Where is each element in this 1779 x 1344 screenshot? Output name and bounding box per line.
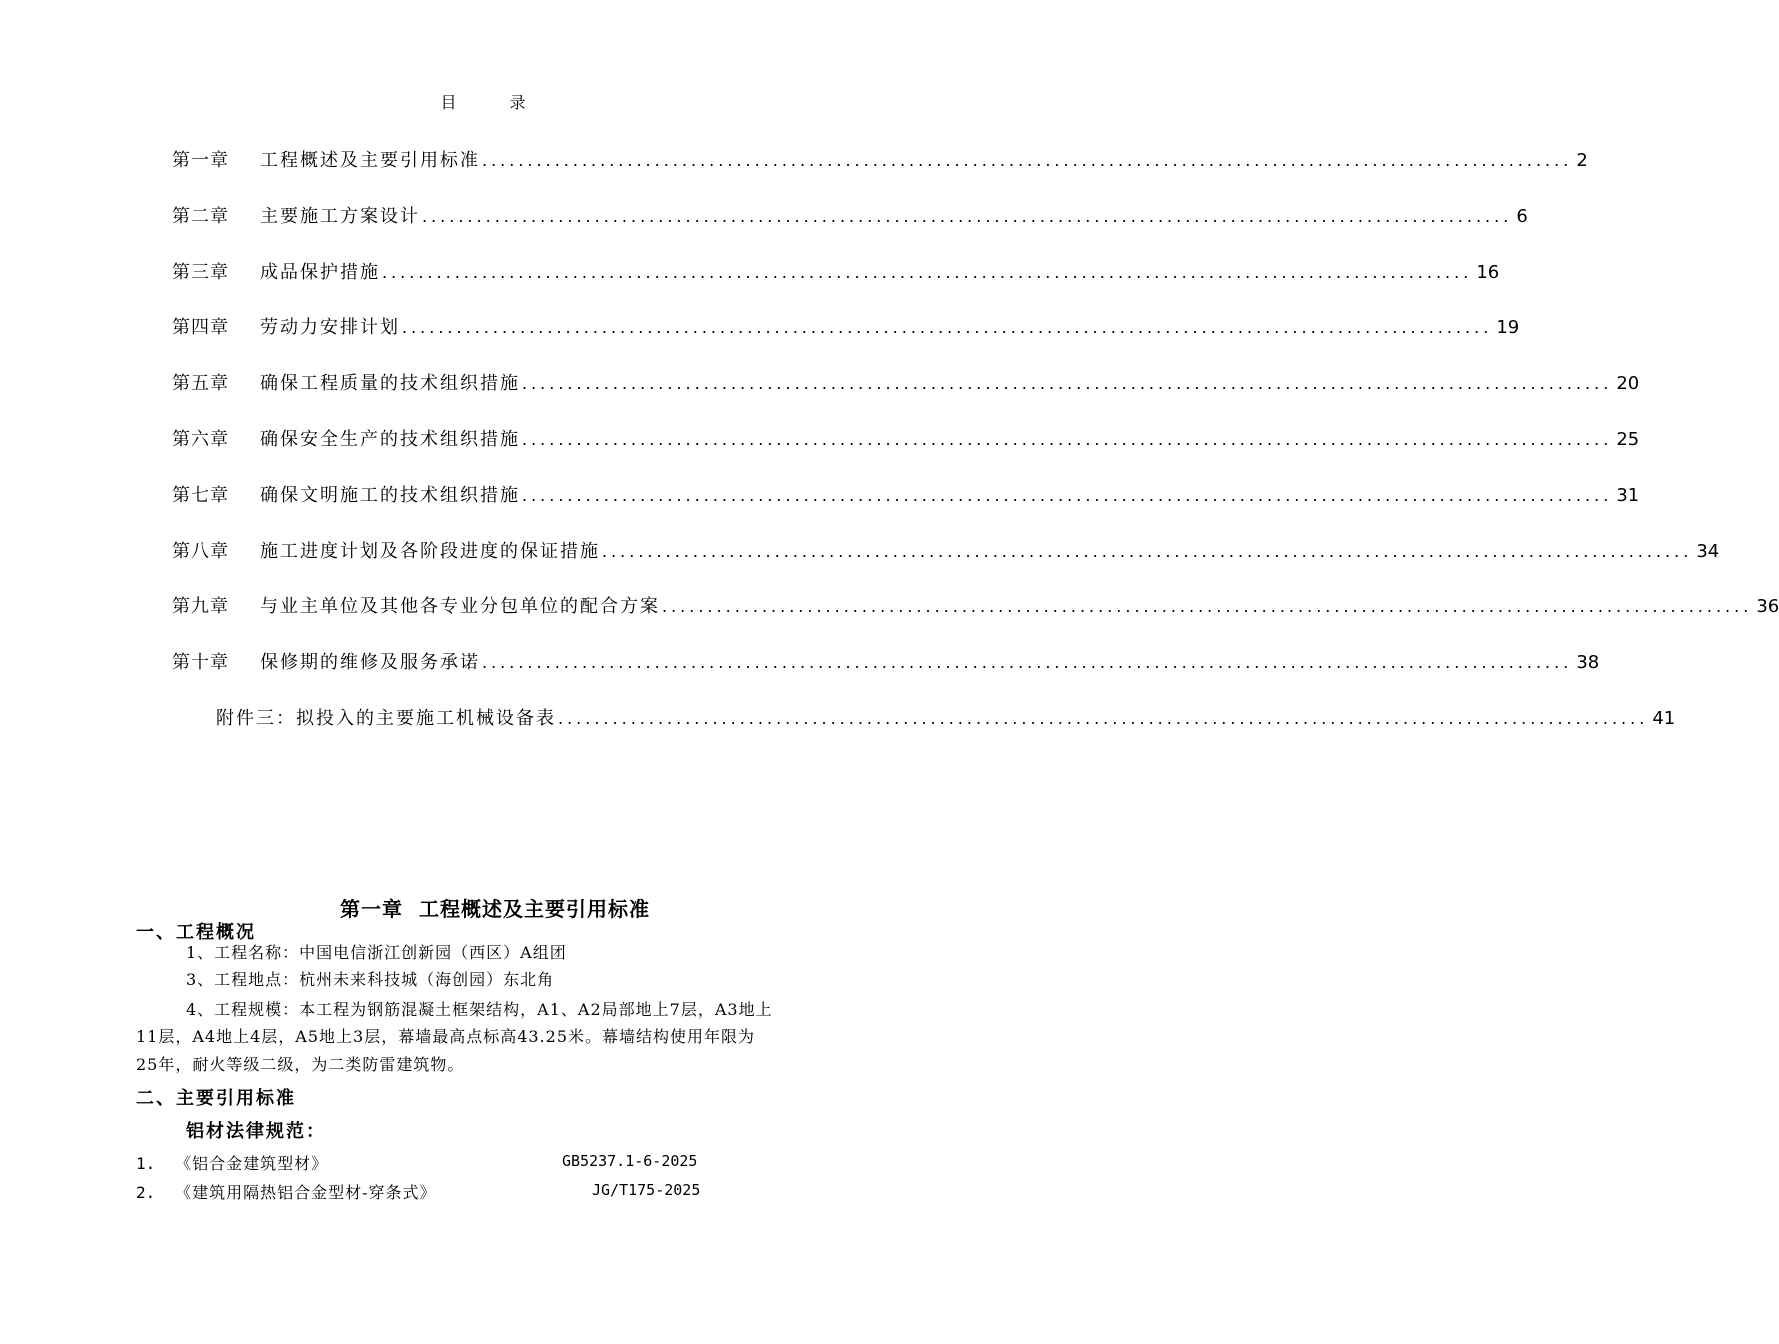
toc-page-number: 16 [1476, 261, 1500, 283]
project-name-item: 1、工程名称：中国电信浙江创新园（西区）A组团 [186, 943, 567, 962]
toc-entry-appendix[interactable] [172, 704, 1676, 760]
chapter-heading: 第一章 工程概述及主要引用标准 [340, 897, 650, 921]
reference-row [136, 1151, 698, 1174]
reference-row [136, 1180, 701, 1203]
reference-number: 2. [136, 1183, 156, 1202]
toc-chapter-number: 第七章 [172, 484, 229, 506]
toc-chapter-title: 确保工程质量的技术组织措施 [260, 373, 520, 395]
toc-page-number: 41 [1652, 707, 1676, 729]
toc-entry[interactable] [172, 537, 1720, 593]
toc-page-number: 34 [1696, 540, 1720, 562]
toc-chapter-number: 第一章 [172, 150, 229, 171]
toc-chapter-number: 第四章 [172, 317, 229, 339]
toc-chapter-title: 保修期的维修及服务承诺 [260, 652, 480, 674]
section-heading-overview: 一、工程概况 [136, 922, 256, 943]
toc-page-number: 31 [1616, 484, 1640, 506]
toc-leader: ........................................................................................................................ [558, 708, 1649, 728]
toc-leader: ........................................................................................................................ [402, 318, 1493, 338]
toc-chapter-title: 施工进度计划及各阶段进度的保证措施 [260, 540, 600, 562]
toc-chapter-number: 第二章 [172, 205, 229, 227]
toc-leader: ........................................................................................................................ [482, 653, 1573, 673]
toc-entry[interactable] [172, 369, 1640, 425]
toc-entry[interactable] [172, 258, 1500, 314]
toc-leader: ........................................................................................................................ [522, 374, 1613, 394]
toc-page-number: 36 [1756, 596, 1779, 618]
reference-code: JG/T175-2025 [592, 1181, 701, 1199]
toc-leader: ........................................................................................................................ [522, 485, 1613, 505]
reference-code: GB5237.1-6-2025 [562, 1152, 698, 1170]
toc-appendix-title: 附件三：拟投入的主要施工机械设备表 [216, 707, 556, 729]
toc-page-number: 20 [1616, 373, 1640, 395]
reference-name: 《铝合金建筑型材》 [175, 1154, 329, 1173]
toc-page-number: 38 [1576, 652, 1600, 674]
toc-entry[interactable] [172, 592, 1779, 648]
toc-leader: ........................................................................................................................ [382, 262, 1473, 282]
toc-chapter-number: 第六章 [172, 428, 229, 450]
toc-chapter-title: 成品保护措施 [260, 261, 380, 283]
toc-entry[interactable] [172, 313, 1520, 369]
toc-entry[interactable] [172, 425, 1640, 481]
toc-chapter-number: 第十章 [172, 652, 229, 674]
toc-chapter-title: 劳动力安排计划 [260, 317, 400, 339]
toc-chapter-title: 主要施工方案设计 [260, 205, 420, 227]
toc-chapter-number: 第三章 [172, 261, 229, 283]
reference-name: 《建筑用隔热铝合金型材-穿条式》 [175, 1183, 437, 1202]
reference-number: 1. [136, 1154, 156, 1173]
table-of-contents [172, 146, 1779, 760]
toc-leader: ........................................................................................................................ [482, 151, 1573, 170]
toc-chapter-title: 工程概述及主要引用标准 [260, 150, 480, 171]
toc-entry[interactable] [172, 648, 1600, 704]
project-scale-line-1: 4、工程规模：本工程为钢筋混凝土框架结构，A1、A2局部地上7层，A3地上 [186, 1000, 773, 1019]
toc-leader: ........................................................................................................................ [522, 429, 1613, 449]
toc-entry[interactable] [172, 202, 1528, 258]
toc-entry[interactable] [172, 146, 1588, 202]
toc-entry[interactable] [172, 481, 1640, 537]
toc-page-number: 25 [1616, 428, 1640, 450]
project-location-item: 3、工程地点：杭州未来科技城（海创园）东北角 [186, 970, 555, 989]
project-scale-line-3: 25年，耐火等级二级，为二类防雷建筑物。 [136, 1055, 465, 1074]
toc-chapter-number: 第九章 [172, 596, 229, 618]
toc-chapter-title: 确保文明施工的技术组织措施 [260, 484, 520, 506]
toc-chapter-number: 第五章 [172, 373, 229, 395]
toc-leader: ........................................................................................................................ [422, 206, 1513, 226]
toc-chapter-number: 第八章 [172, 540, 229, 562]
toc-chapter-title: 与业主单位及其他各专业分包单位的配合方案 [260, 596, 660, 618]
toc-page-number: 19 [1496, 317, 1520, 339]
toc-leader: ........................................................................................................................ [602, 541, 1693, 561]
toc-page-number: 2 [1576, 150, 1588, 171]
law-heading: 铝材法律规范： [186, 1121, 326, 1142]
toc-page-number: 6 [1516, 205, 1528, 227]
project-scale-line-2: 11层，A4地上4层，A5地上3层，幕墙最高点标高43.25米。幕墙结构使用年限为 [136, 1027, 755, 1046]
toc-chapter-title: 确保安全生产的技术组织措施 [260, 428, 520, 450]
toc-leader: ........................................................................................................................ [662, 597, 1753, 617]
section-heading-standards: 二、主要引用标准 [136, 1088, 296, 1109]
toc-title: 目 录 [440, 93, 550, 112]
